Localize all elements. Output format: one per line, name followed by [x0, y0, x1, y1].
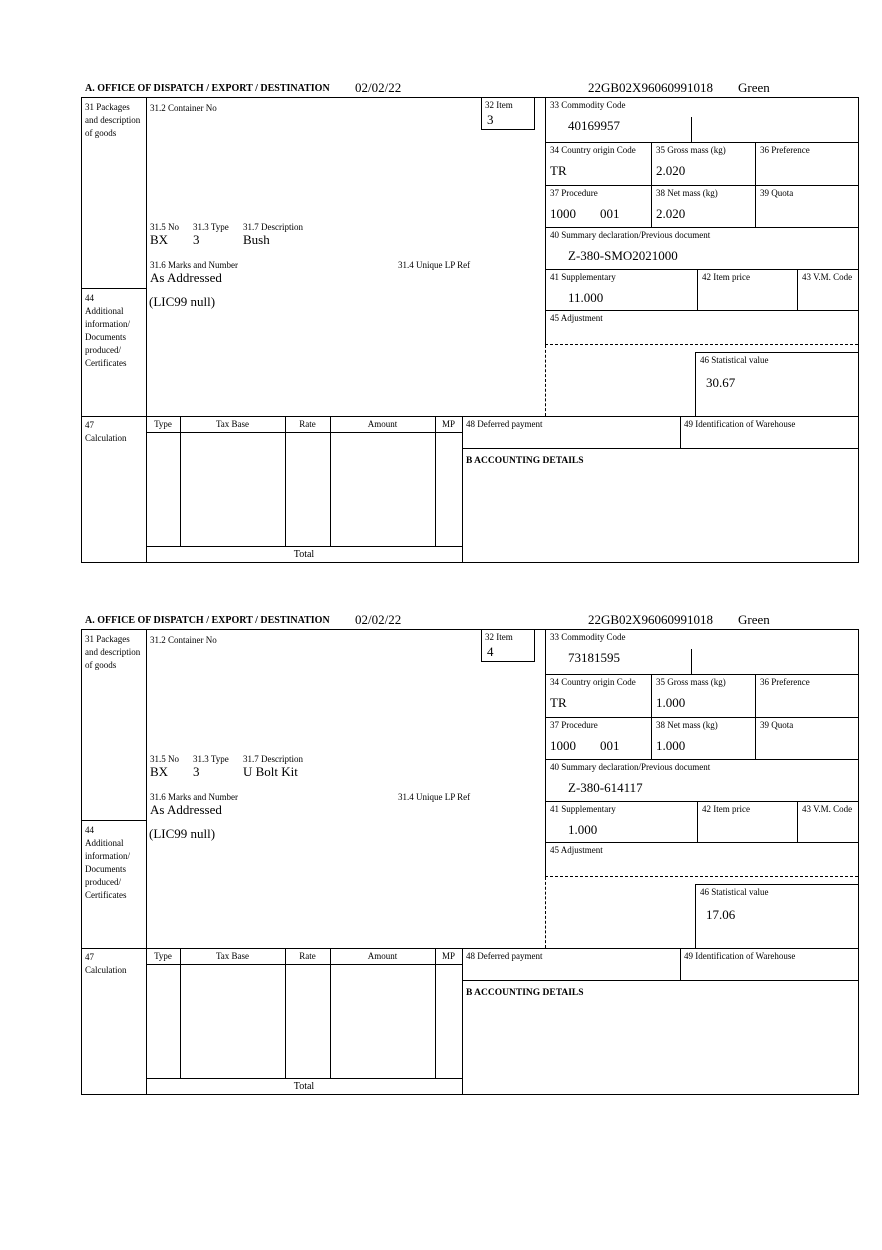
commodity-code-box [545, 630, 858, 675]
box44-number: 44 [85, 293, 94, 303]
divider [330, 948, 331, 1078]
quota-label: 39 Quota [760, 720, 794, 730]
box47-number: 47 [85, 952, 94, 962]
calc-header-tax-base: Tax Base [215, 951, 250, 961]
route-indicator: Green [738, 80, 770, 95]
net-mass-label: 38 Net mass (kg) [656, 188, 718, 198]
divider [146, 964, 462, 965]
mrn-reference: 22GB02X96060991018 [588, 612, 713, 627]
office-of-dispatch-label: A. OFFICE OF DISPATCH / EXPORT / DESTINATION [85, 83, 330, 94]
marks-and-number-label: 31.6 Marks and Number [150, 792, 238, 802]
declaration-item-section [0, 612, 882, 1096]
country-origin-label: 34 Country origin Code [550, 677, 636, 687]
divider [462, 416, 463, 562]
warehouse-id-label: 49 Identification of Warehouse [684, 951, 796, 961]
packages-no-label: 31.5 No [150, 222, 179, 232]
calc-header-rate: Rate [299, 951, 316, 961]
gross-mass-label: 35 Gross mass (kg) [656, 677, 726, 687]
previous-document-box [545, 760, 858, 802]
item-number-value: 4 [487, 644, 494, 659]
procedure-label: 37 Procedure [550, 720, 598, 730]
container-no-label: 31.2 Container No [150, 635, 217, 645]
box47-calculation-label [85, 951, 143, 977]
gross-mass-box [651, 675, 755, 718]
procedure-label: 37 Procedure [550, 188, 598, 198]
divider [545, 877, 546, 948]
divider [680, 948, 681, 980]
divider [330, 416, 331, 546]
left-label-column [82, 98, 147, 562]
divider [146, 432, 462, 433]
accounting-details-label: B ACCOUNTING DETAILS [466, 456, 584, 466]
calc-header-mp: MP [441, 951, 455, 961]
divider [462, 948, 463, 1094]
packages-type-label: 31.3 Type [193, 754, 229, 764]
divider [146, 1078, 462, 1079]
divider [545, 345, 546, 416]
adjustment-label: 45 Adjustment [550, 845, 603, 855]
deferred-payment-label: 48 Deferred payment [466, 419, 543, 429]
commodity-code-label: 33 Commodity Code [550, 632, 626, 642]
supplementary-units-box [545, 802, 697, 843]
declaration-item-section [0, 80, 882, 564]
gross-mass-box [651, 143, 755, 186]
box31-packages-label: 31 Packages and description of goods [85, 634, 141, 670]
goods-description-value: U Bolt Kit [243, 764, 298, 779]
country-origin-label: 34 Country origin Code [550, 145, 636, 155]
gross-mass-value: 2.020 [656, 163, 686, 178]
adjustment-box [545, 311, 858, 345]
item-price-label: 42 Item price [702, 272, 750, 282]
box47-text: Calculation [85, 433, 127, 443]
box47-text: Calculation [85, 965, 127, 975]
box47-calculation-label [85, 419, 143, 445]
net-mass-box [651, 186, 755, 228]
marks-and-number-value: As Addressed [150, 270, 222, 285]
preference-box [755, 143, 858, 186]
box44-additional-info-label [85, 292, 143, 370]
quota-label: 39 Quota [760, 188, 794, 198]
divider [285, 948, 286, 1078]
packages-type-label: 31.3 Type [193, 222, 229, 232]
previous-document-value: Z-380-614117 [568, 780, 643, 795]
divider [691, 117, 692, 142]
procedure-code: 1000 [550, 738, 576, 753]
marks-and-number-label: 31.6 Marks and Number [150, 260, 238, 270]
item-price-label: 42 Item price [702, 804, 750, 814]
calc-header-mp: MP [441, 419, 455, 429]
country-origin-box [545, 675, 651, 718]
warehouse-id-label: 49 Identification of Warehouse [684, 419, 796, 429]
divider [435, 948, 436, 1078]
packages-type-value: 3 [193, 232, 200, 247]
unique-lp-ref-label: 31.4 Unique LP Ref [398, 792, 471, 802]
gross-mass-value: 1.000 [656, 695, 686, 710]
dispatch-date: 02/02/22 [355, 612, 402, 627]
preference-label: 36 Preference [760, 145, 810, 155]
box31-packages-label: 31 Packages and description of goods [85, 102, 141, 138]
vm-code-label: 43 V.M. Code [802, 272, 853, 282]
deferred-payment-label: 48 Deferred payment [466, 951, 543, 961]
box44-additional-info-label [85, 824, 143, 902]
statistical-value-box [695, 352, 858, 416]
divider [462, 980, 858, 981]
goods-description-value: Bush [243, 232, 270, 247]
commodity-code-label: 33 Commodity Code [550, 100, 626, 110]
supplementary-units-label: 41 Supplementary [550, 804, 616, 814]
quota-box [755, 718, 858, 760]
calc-header-rate: Rate [299, 419, 316, 429]
vm-code-label: 43 V.M. Code [802, 804, 853, 814]
route-indicator: Green [738, 612, 770, 627]
calc-header-amount: Amount [367, 951, 398, 961]
packages-no-label: 31.5 No [150, 754, 179, 764]
item-number-value: 3 [487, 112, 494, 127]
country-origin-box [545, 143, 651, 186]
statistical-value-value: 17.06 [706, 907, 736, 922]
marks-and-number-value: As Addressed [150, 802, 222, 817]
supplementary-units-label: 41 Supplementary [550, 272, 616, 282]
preference-box [755, 675, 858, 718]
item-price-box [697, 270, 797, 311]
packages-type-value: 3 [193, 764, 200, 779]
calc-total-label: Total [293, 549, 315, 560]
left-label-column [82, 630, 147, 1094]
packages-no-value: BX [150, 764, 169, 779]
procedure-code: 1000 [550, 206, 576, 221]
calc-header-amount: Amount [367, 419, 398, 429]
commodity-code-value: 40169957 [568, 118, 620, 133]
net-mass-box [651, 718, 755, 760]
divider [435, 416, 436, 546]
box44-number: 44 [85, 825, 94, 835]
mrn-reference: 22GB02X96060991018 [588, 80, 713, 95]
supplementary-units-value: 11.000 [568, 290, 604, 305]
commodity-code-value: 73181595 [568, 650, 620, 665]
additional-information-value: (LIC99 null) [149, 294, 216, 309]
divider [82, 416, 858, 417]
procedure-box [545, 186, 651, 228]
procedure-additional-code: 001 [600, 738, 620, 753]
net-mass-value: 2.020 [656, 206, 686, 221]
statistical-value-value: 30.67 [706, 375, 736, 390]
net-mass-value: 1.000 [656, 738, 686, 753]
divider [691, 649, 692, 674]
procedure-value-row [550, 206, 651, 221]
additional-information-value: (LIC99 null) [149, 826, 216, 841]
commodity-code-box [545, 98, 858, 143]
goods-description-label: 31.7 Description [243, 754, 303, 764]
procedure-box [545, 718, 651, 760]
supplementary-units-box [545, 270, 697, 311]
previous-document-box [545, 228, 858, 270]
box44-text: Additional information/ Documents produced/ Certificates [85, 306, 130, 368]
calc-header-type: Type [154, 419, 172, 429]
packages-no-value: BX [150, 232, 169, 247]
preference-label: 36 Preference [760, 677, 810, 687]
divider [180, 416, 181, 546]
divider [146, 546, 462, 547]
dispatch-date: 02/02/22 [355, 80, 402, 95]
divider [82, 948, 858, 949]
unique-lp-ref-label: 31.4 Unique LP Ref [398, 260, 471, 270]
divider [285, 416, 286, 546]
divider [82, 288, 147, 289]
divider [180, 948, 181, 1078]
vm-code-box [797, 802, 858, 843]
sad-continuation-form [81, 97, 859, 563]
country-origin-value: TR [550, 163, 567, 178]
divider [82, 820, 147, 821]
procedure-additional-code: 001 [600, 206, 620, 221]
sad-continuation-form [81, 629, 859, 1095]
accounting-details-label: B ACCOUNTING DETAILS [466, 988, 584, 998]
net-mass-label: 38 Net mass (kg) [656, 720, 718, 730]
calc-header-type: Type [154, 951, 172, 961]
statistical-value-box [695, 884, 858, 948]
gross-mass-label: 35 Gross mass (kg) [656, 145, 726, 155]
goods-description-label: 31.7 Description [243, 222, 303, 232]
item-number-label: 32 Item [485, 100, 513, 110]
statistical-value-label: 46 Statistical value [700, 887, 769, 897]
item-number-box [481, 98, 535, 130]
box47-number: 47 [85, 420, 94, 430]
office-of-dispatch-label: A. OFFICE OF DISPATCH / EXPORT / DESTINATION [85, 615, 330, 626]
divider [462, 448, 858, 449]
previous-document-value: Z-380-SMO2021000 [568, 248, 678, 263]
previous-document-label: 40 Summary declaration/Previous document [550, 762, 711, 772]
item-price-box [697, 802, 797, 843]
statistical-value-label: 46 Statistical value [700, 355, 769, 365]
calc-total-label: Total [293, 1081, 315, 1092]
vm-code-box [797, 270, 858, 311]
quota-box [755, 186, 858, 228]
previous-document-label: 40 Summary declaration/Previous document [550, 230, 711, 240]
item-number-label: 32 Item [485, 632, 513, 642]
divider [680, 416, 681, 448]
adjustment-label: 45 Adjustment [550, 313, 603, 323]
container-no-label: 31.2 Container No [150, 103, 217, 113]
calc-header-tax-base: Tax Base [215, 419, 250, 429]
country-origin-value: TR [550, 695, 567, 710]
supplementary-units-value: 1.000 [568, 822, 598, 837]
procedure-value-row [550, 738, 651, 753]
box44-text: Additional information/ Documents produced/ Certificates [85, 838, 130, 900]
adjustment-box [545, 843, 858, 877]
item-number-box [481, 630, 535, 662]
